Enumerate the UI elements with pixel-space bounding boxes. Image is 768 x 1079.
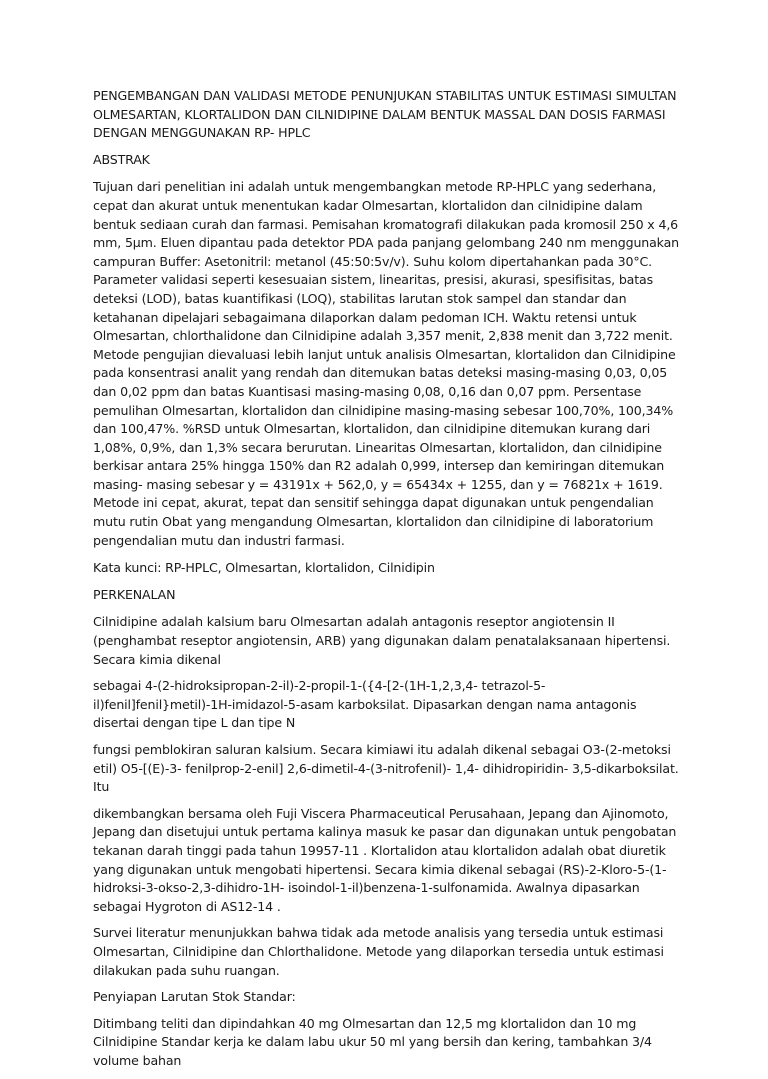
stock-solution-paragraph: Ditimbang teliti dan dipindahkan 40 mg Olmesartan dan 12,5 mg klortalidon dan 10 mg Cilnidipine Standar kerja ke dalam labu ukur 50 ml yang bersih dan kering, tambahkan 3/4 volume bahan (93, 1015, 652, 1068)
keywords-paragraph: Kata kunci: RP-HPLC, Olmesartan, klortalidon, Cilnidipin (93, 560, 435, 576)
intro-paragraph-4: dikembangkan bersama oleh Fuji Viscera Pharmaceutical Perusahaan, Jepang dan Ajinomoto, Jepang dan disetujui untuk pertama kalinya masuk ke pasar dan digunakan untuk pengobatan tekanan darah tinggi pada tahun 19957-11 . Klortalidon atau klortalidon adalah obat diuretik yang digunakan untuk mengobati hipertensi. Secara kimia dikenal sebagai (RS)-2-Kloro-5-(1-hidroksi-3-okso-2,3-dihidro-1H- isoindol-1-il)benzena-1-sulfonamida. Awalnya dipasarkan sebagai Hygroton di AS12-14 . (93, 805, 677, 914)
intro-paragraph-2: sebagai 4-(2-hidroksipropan-2-il)-2-propil-1-({4-[2-(1H-1,2,3,4- tetrazol-5-il)fenil]fenil}metil)-1H-imidazol-5-asam karboksilat. Dipasarkan dengan nama antagonis disertai dengan tipe L dan tipe N (93, 678, 637, 731)
document-title: PENGEMBANGAN DAN VALIDASI METODE PENUNJUKAN STABILITAS UNTUK ESTIMASI SIMULTAN OLMESARTAN, KLORTALIDON DAN CILNIDIPINE DALAM BENTUK MASSAL DAN DOSIS FARMASI DENGAN MENGGUNAKAN RP- HPLC (93, 88, 677, 141)
intro-paragraph-1: Cilnidipine adalah kalsium baru Olmesartan adalah antagonis reseptor angiotensin II (penghambat reseptor angiotensin, ARB) yang digunakan dalam penatalaksanaan hipertensi. Secara kimia dikenal (93, 614, 671, 667)
abstract-heading: ABSTRAK (93, 151, 150, 167)
intro-paragraph-3: fungsi pemblokiran saluran kalsium. Secara kimiawi itu adalah dikenal sebagai O3-(2-metoksi etil) O5-[(E)-3- fenilprop-2-enil] 2,6-dimetil-4-(3-nitrofenil)- 1,4- dihidropiridin- 3,5-dikarboksilat. Itu (93, 742, 679, 795)
document-page (93, 87, 683, 1079)
stock-solution-heading: Penyiapan Larutan Stok Standar: (93, 989, 296, 1005)
abstract-paragraph: Tujuan dari penelitian ini adalah untuk mengembangkan metode RP-HPLC yang sederhana, cepat dan akurat untuk menentukan kadar Olmesartan, klortalidon dan cilnidipine dalam bentuk sediaan curah dan farmasi. Pemisahan kromatografi dilakukan pada kromosil 250 x 4,6 mm, 5μm. Eluen dipantau pada detektor PDA pada panjang gelombang 240 nm menggunakan campuran Buffer: Asetonitril: metanol (45:50:5v/v). Suhu kolom dipertahankan pada 30°C. Parameter validasi seperti kesesuaian sistem, linearitas, presisi, akurasi, spesifisitas, batas deteksi (LOD), batas kuantifikasi (LOQ), stabilitas larutan stok sampel dan standar dan ketahanan dipelajari sebagaimana dilaporkan dalam pedoman ICH. Waktu retensi untuk Olmesartan, chlorthalidone dan Cilnidipine adalah 3,357 menit, 2,838 menit dan 3,722 menit. Metode pengujian dievaluasi lebih lanjut untuk analisis Olmesartan, klortalidon dan Cilnidipine pada konsentrasi analit yang rendah dan ditemukan batas deteksi masing-masing 0,03, 0,05 dan 0,02 ppm dan batas Kuantisasi masing-masing 0,08, 0,16 dan 0,07 ppm. Persentase pemulihan Olmesartan, klortalidon dan cilnidipine masing-masing sebesar 100,70%, 100,34% dan 100,47%. %RSD untuk Olmesartan, klortalidon, dan cilnidipine ditemukan kurang dari 1,08%, 0,9%, dan 1,3% secara berurutan. Linearitas Olmesartan, klortalidon, dan cilnidipine berkisar antara 25% hingga 150% dan R2 adalah 0,999, intersep dan kemiringan ditemukan masing- masing sebesar y = 43191x + 562,0, y = 65434x + 1255, dan y = 76821x + 1619. Metode ini cepat, akurat, tepat dan sensitif sehingga dapat digunakan untuk pengendalian mutu rutin Obat yang mengandung Olmesartan, klortalidon dan cilnidipine di laboratorium pengendalian mutu dan industri farmasi. (93, 179, 679, 548)
intro-heading: PERKENALAN (93, 586, 176, 602)
survey-paragraph: Survei literatur menunjukkan bahwa tidak ada metode analisis yang tersedia untuk estimasi Olmesartan, Cilnidipine dan Chlorthalidone. Metode yang dilaporkan tersedia untuk estimasi dilakukan pada suhu ruangan. (93, 925, 664, 978)
